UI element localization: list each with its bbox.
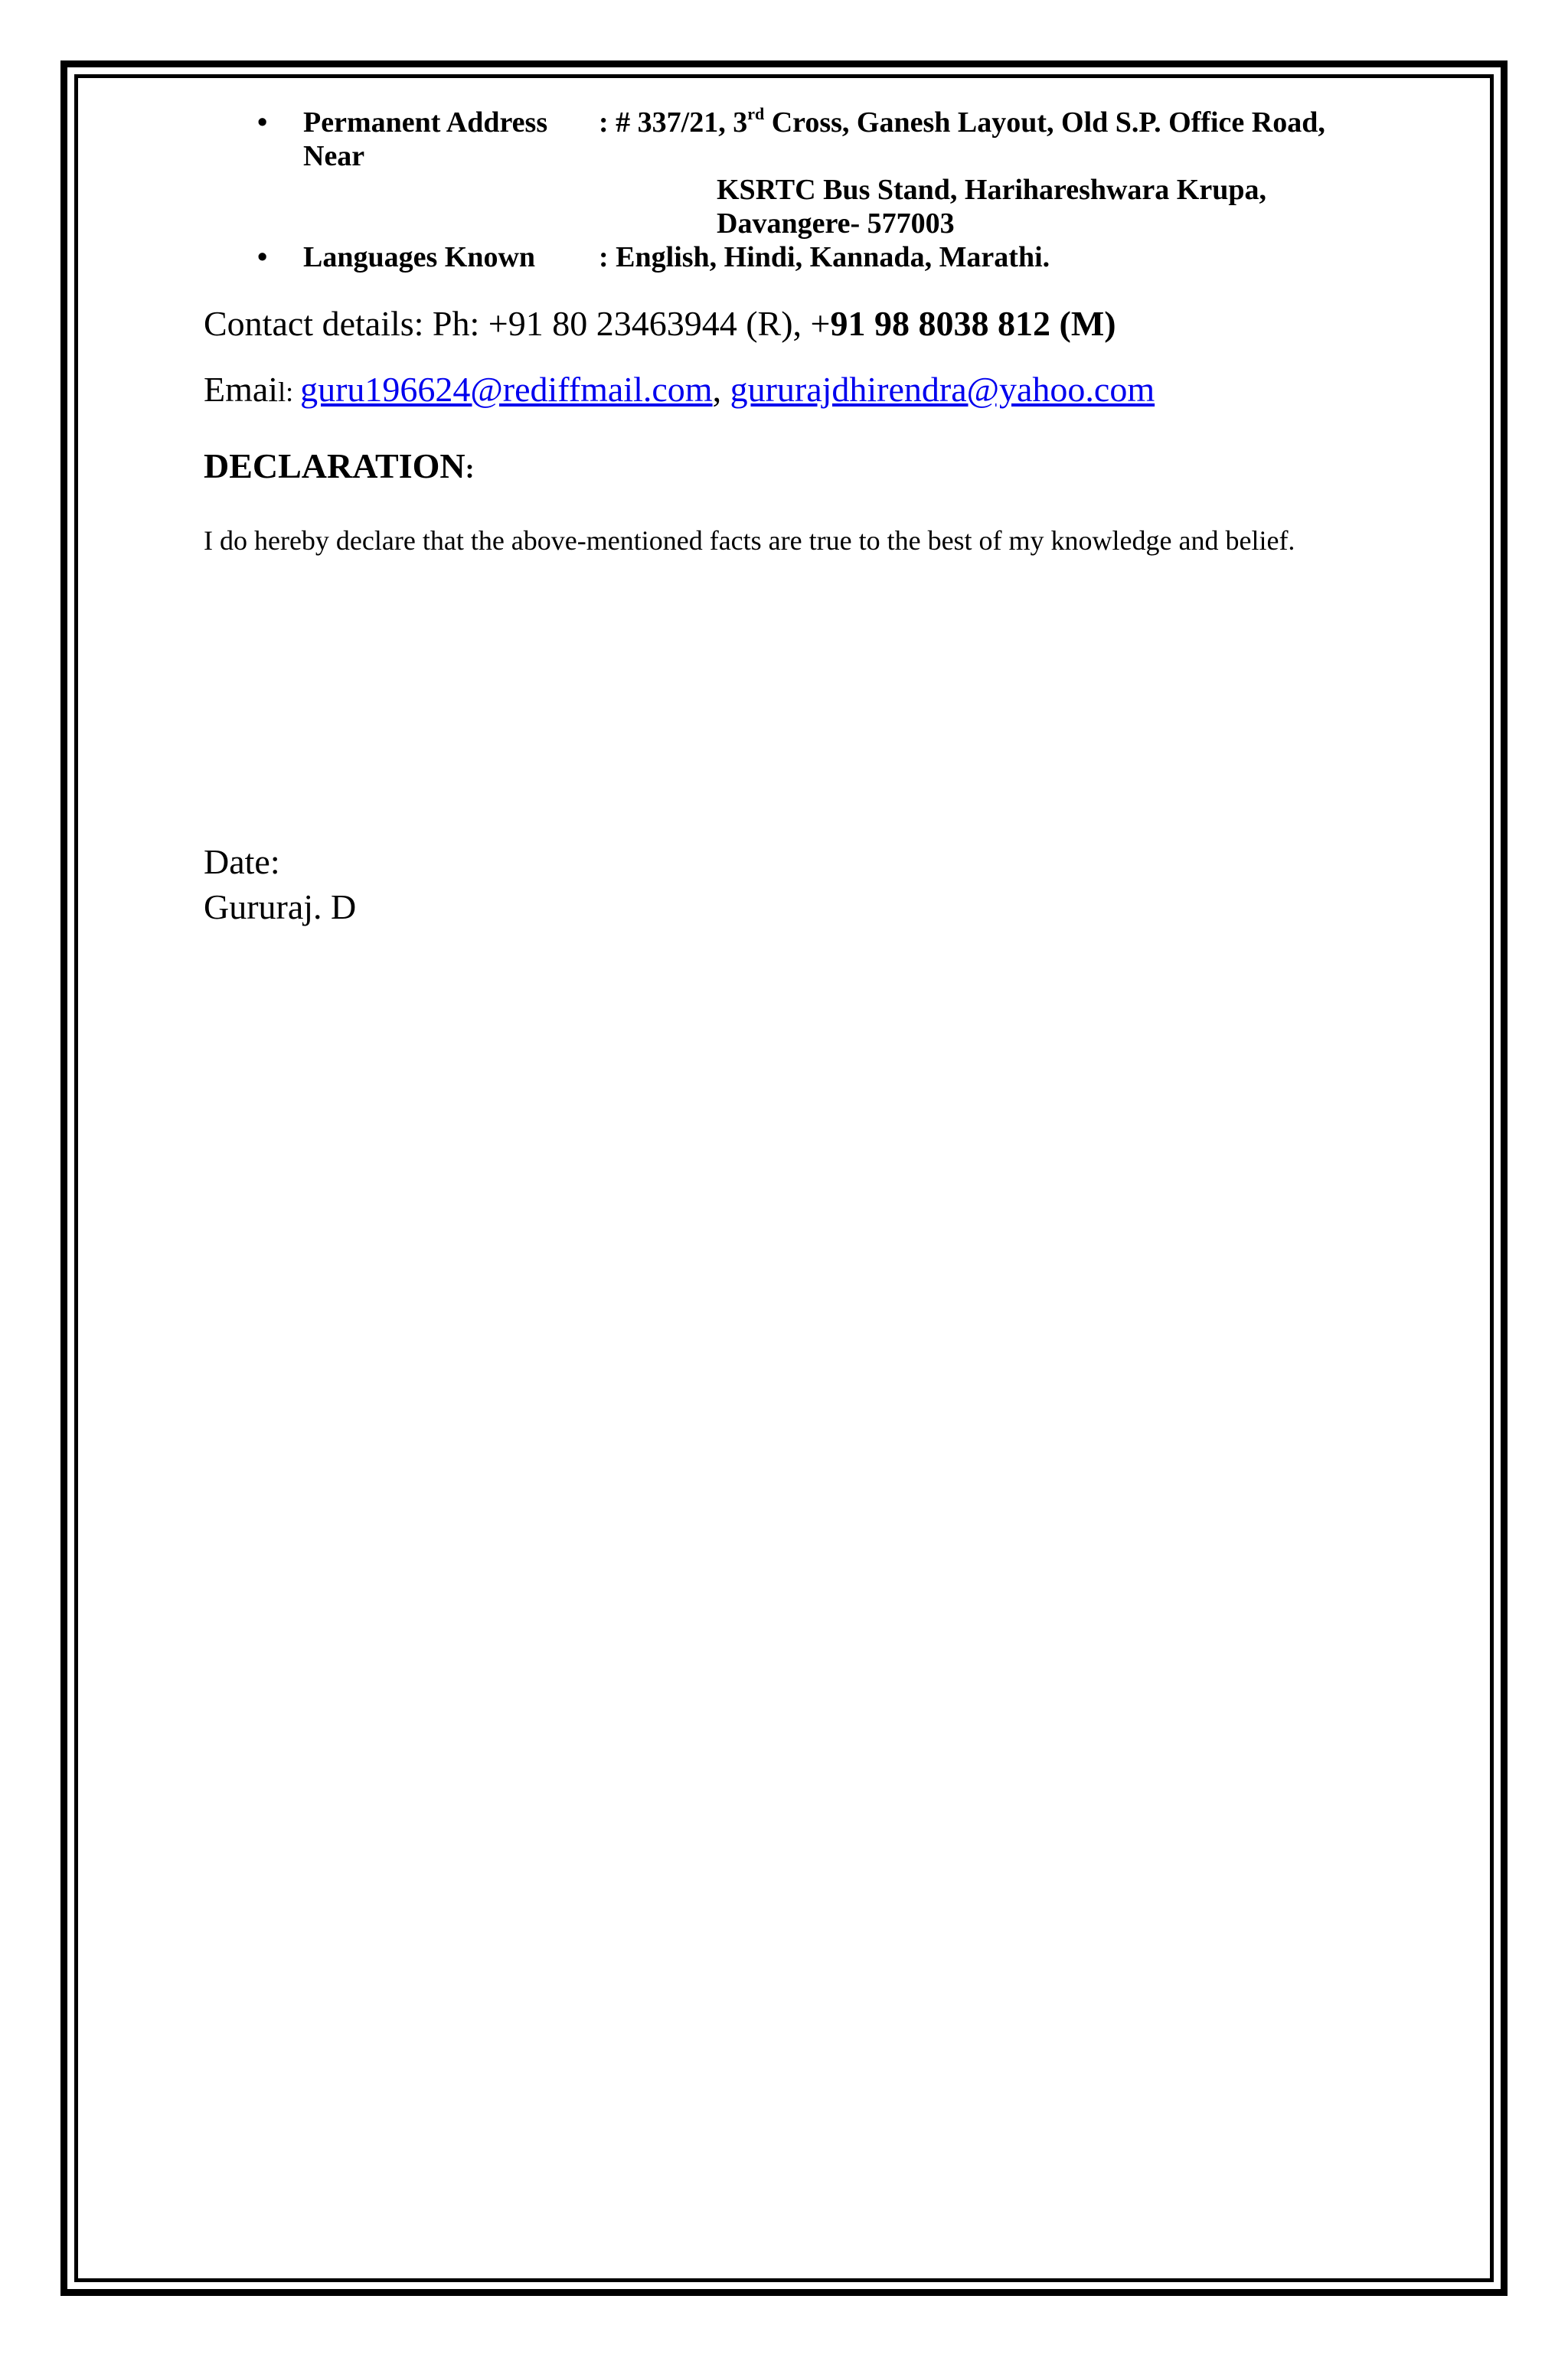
email-label-small: l: — [278, 377, 301, 407]
list-item-permanent-address — [204, 106, 1383, 240]
languages-label: Languages Known — [303, 241, 536, 273]
permanent-address-superscript: rd — [747, 104, 765, 124]
languages-value: : English, Hindi, Kannada, Marathi. — [599, 241, 1050, 273]
declaration-title-colon: : — [465, 453, 475, 484]
declaration-text: I do hereby declare that the above-mentioned facts are true to the best of my knowledge and belief. — [204, 525, 1295, 556]
email-details — [204, 368, 1155, 413]
permanent-address-line1-post: Cross, Ganesh Layout, Old S.P. Office Road, Near — [303, 106, 1325, 172]
declaration-heading — [204, 445, 475, 490]
declaration-title: DECLARATION — [204, 446, 466, 485]
email-separator: , — [712, 370, 730, 409]
contact-phone-prefix: Contact details: Ph: +91 80 23463944 (R), + — [204, 304, 831, 343]
bullet-icon: • — [257, 241, 268, 273]
signature-name: Gururaj. D — [204, 887, 357, 926]
email-link-yahoo[interactable]: gururajdhirendra@yahoo.com — [730, 370, 1155, 409]
contact-details — [204, 302, 1116, 345]
email-link-rediffmail[interactable]: guru196624@rediffmail.com — [300, 370, 713, 409]
personal-details-list — [204, 106, 1383, 274]
permanent-address-label: Permanent Address — [303, 106, 548, 139]
bullet-icon: • — [257, 106, 268, 139]
permanent-address-line2: KSRTC Bus Stand, Harihareshwara Krupa, Davangere- 577003 — [717, 174, 1266, 240]
contact-mobile: 91 98 8038 812 (M) — [830, 304, 1116, 343]
list-item-languages — [204, 240, 1383, 274]
date-label: Date: — [204, 842, 280, 881]
permanent-address-line1-pre: : # 337/21, 3 — [599, 106, 748, 139]
email-label-main: Emai — [204, 370, 279, 409]
